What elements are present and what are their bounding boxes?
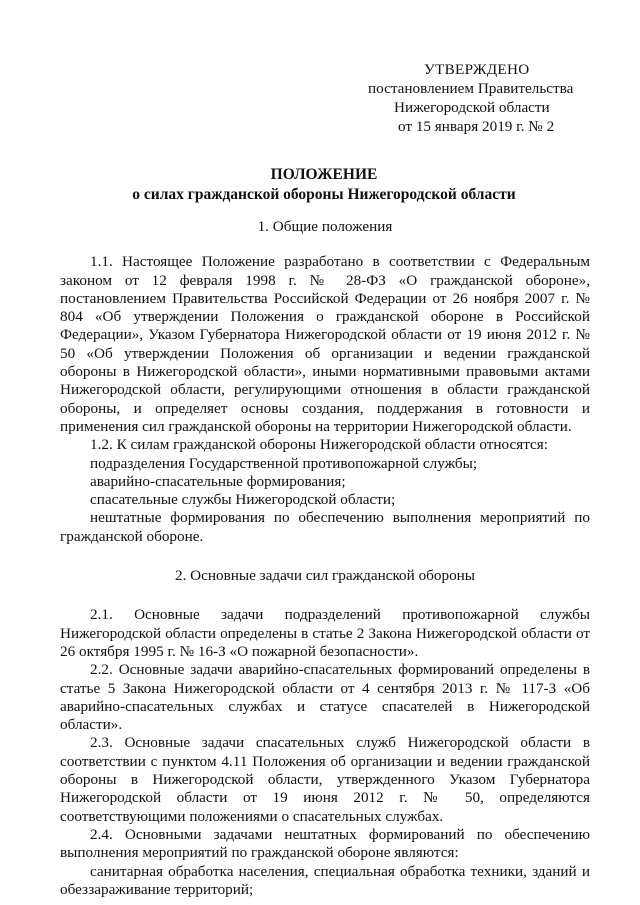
paragraph-2-4-item-1: санитарная обработка населения, специальная обработка техники, зданий и обеззараживание территорий; — [60, 862, 590, 898]
document-subtitle: о силах гражданской обороны Нижегородской области — [132, 186, 516, 203]
paragraph-2-1: 2.1. Основные задачи подразделений противопожарной службы Нижегородской области определены в статье 2 Закона Нижегородской области от 26 октября 1995 г. № 16-З «О пожарной безопасности». — [60, 606, 590, 660]
title-block — [60, 165, 588, 205]
list-item: аварийно-спасательные формирования; — [90, 472, 346, 490]
approval-line-3: от 15 января 2019 г. № 2 — [398, 118, 555, 135]
paragraph-1-1: 1.1. Настоящее Положение разработано в соответствии с Федеральным законом от 12 февраля 1998 г. № 28-ФЗ «О гражданской обороне», постановлением Правительства Российской Федерации от 26 ноября 2007 г. № 804 «Об утверждении Положения о гражданской обороне в Российской Федерации», Указом Губернатора Нижегородской области от 19 июня 2012 г. № 50 «Об утверждении Положения об организации и ведении гражданской обороны в Нижегородской области», иными нормативными правовыми актами Нижегородской области, регулирующими отношения в области гражданской обороны, и определяет основы создания, поддержания в готовности и применения сил гражданской обороны на территории Нижегородской области. — [60, 253, 590, 435]
approval-line-2: Нижегородской области — [394, 99, 550, 116]
approval-line-1: постановлением Правительства — [368, 80, 574, 97]
paragraph-1-2: 1.2. К силам гражданской обороны Нижегородской области относятся: — [90, 436, 548, 454]
approval-stamp — [368, 60, 608, 136]
section-2-heading: 2. Основные задачи сил гражданской обороны — [174, 567, 476, 585]
section-1-heading: 1. Общие положения — [257, 218, 393, 235]
list-item: подразделения Государственной противопожарной службы; — [90, 454, 478, 472]
approval-heading: УТВЕРЖДЕНО — [424, 61, 530, 78]
paragraph-2-4: 2.4. Основными задачами нештатных формирований по обеспечению выполнения мероприятий по гражданской обороне являются: — [60, 825, 590, 862]
paragraph-2-2: 2.2. Основные задачи аварийно-спасательных формирований определены в статье 5 Закона Нижегородской области от 4 сентября 2013 г. № 117-З «Об аварийно-спасательных службах и статусе спасателей в Нижегородской области». — [60, 661, 590, 734]
list-item: нештатные формирования по обеспечению выполнения мероприятий по гражданской обороне. — [60, 509, 590, 545]
list-item: спасательные службы Нижегородской области; — [90, 491, 396, 509]
paragraph-2-3: 2.3. Основные задачи спасательных служб Нижегородской области в соответствии с пунктом 4.11 Положения об организации и ведении гражданской обороны в Нижегородской области, утвержденного Указом Губернатора Нижегородской области от 19 июня 2012 г. № 50, определяются соответствующими положениями о спасательных службах. — [60, 734, 590, 825]
document-body — [60, 218, 590, 899]
document-title: ПОЛОЖЕНИЕ — [270, 166, 378, 183]
